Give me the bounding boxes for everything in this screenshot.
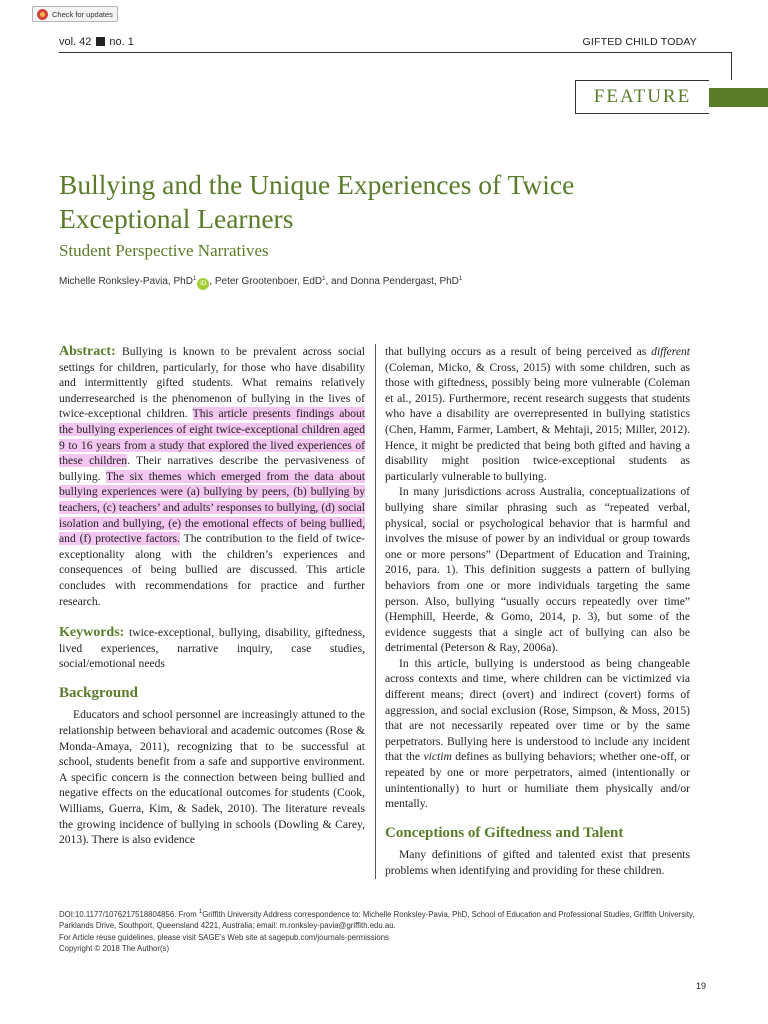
footnote-copyright: Copyright © 2018 The Author(s) [59, 944, 170, 954]
column-divider [375, 344, 376, 879]
body-paragraph: Many definitions of gifted and talented exist that presents problems when identifying and providing for these children. [385, 848, 690, 877]
footnote-doi [59, 909, 709, 932]
body-paragraph: In many jurisdictions across Australia, conceptualizations of bullying share similar phrasing such as “repeated verbal, physical, social or psychological behavior that is harmful and involves the misuse of power by an individual or group towards one or more persons” (Department of Education and Training, 2016, para. 1). This definition suggests a pattern of bullying behaviors from one or more individuals targeting the same person. Also, bullying “usually occurs repeatedly over time” (Hemphill, Heerde, & Gomo, 2014, p. 3), but some of the evidence suggests that a single act of bullying can also be detrimental (Peterson & Ray, 2006a). [385, 485, 690, 655]
abstract-paragraph [59, 344, 365, 609]
affiliation-mark: 1 [198, 909, 203, 915]
affiliation-mark: 1 [192, 276, 197, 282]
article-subtitle: Student Perspective Narratives [59, 241, 269, 260]
body-text: defines as bullying behaviors; whether one-off, or repeated by one or more perpetrators, aimed (intentionally or unintentionally) to hurt or humiliate them physically and/or mentally. [385, 750, 690, 811]
check-for-updates-button[interactable] [32, 6, 118, 22]
body-paragraph [385, 344, 690, 484]
right-column [385, 344, 690, 879]
abstract-highlight: This article presents findings about the bullying experiences of eight twice-exceptional children aged 9 to 16 years from a study that explored the lived experiences of these children [59, 407, 365, 468]
volume-issue [59, 36, 134, 48]
author-2: , Peter Grootenboer, EdD [209, 276, 323, 287]
giftedness-heading: Conceptions of Giftedness and Talent [385, 824, 624, 841]
orcid-icon[interactable]: iD [197, 278, 209, 290]
background-heading: Background [59, 684, 138, 701]
footnote-text: DOI:10.1177/1076217518804856. From [59, 910, 199, 919]
footnote-reuse: For Article reuse guidelines, please visit SAGE’s Web site at sagepub.com/journals-permissions [59, 932, 389, 942]
background-paragraph: Educators and school personnel are increasingly attuned to the relationship between behavioral and academic outcomes (Rose & Monda-Amaya, 2011), recognizing that to be successful at school, students benefit from a safe and supportive environment. A specific concern is the connection between being bullied and negative effects on the educational outcomes for students (Cook, Williams, Guerra, Kim, & Sadek, 2010). The literature reveals the growing incidence of bullying in schools (Dowling & Carey, 2013). There is also evidence [59, 708, 365, 847]
body-paragraph [385, 656, 690, 812]
author-list [59, 276, 462, 290]
crossmark-icon [37, 9, 48, 20]
affiliation-mark: 1 [322, 276, 326, 282]
journal-name: GIFTED CHILD TODAY [582, 36, 697, 48]
abstract-text: . Their narratives describe the pervasiveness of bullying. [59, 454, 365, 483]
article-title: Bullying and the Unique Experiences of Twice Exceptional Learners [59, 169, 575, 234]
left-column [59, 344, 365, 848]
footnote-text: Griffith University Address correspondence to: Michelle Ronksley-Pavia, PhD, School of Education and Professional Studies, Griffith University, Parklands Drive, Southport, Queensland 4221, Australia; email: m.ronksley-pavia@griffith.edu.au. [59, 910, 695, 931]
page-number: 19 [696, 981, 707, 991]
issue-label: no. 1 [109, 36, 134, 48]
header-rule [59, 52, 731, 53]
square-separator-icon [96, 37, 105, 46]
check-for-updates-label: Check for updates [52, 10, 113, 19]
keywords-label: Keywords: [59, 625, 125, 641]
body-text: that bullying occurs as a result of being perceived as [385, 345, 652, 358]
section-label: FEATURE [575, 80, 709, 114]
author-3: , and Donna Pendergast, PhD [325, 276, 459, 287]
keywords-text: twice-exceptional, bullying, disability, giftedness, lived experiences, narrative inquiry, case studies, social/emotional needs [59, 626, 365, 671]
abstract-label: Abstract: [59, 344, 116, 359]
body-emphasis: victim [423, 750, 452, 764]
volume-label: vol. 42 [59, 36, 92, 48]
author-1: Michelle Ronksley-Pavia, PhD [59, 276, 193, 287]
affiliation-mark: 1 [458, 276, 463, 282]
abstract-highlight: The six themes which emerged from the data about bullying experiences were (a) bullying by peers, (b) bullying by teachers, (c) teachers’ and adults’ responses to bullying, (d) social isolation and bullying, (e) the emotional effects of being bullied, and (f) protective factors. [59, 469, 365, 546]
abstract-text: Bullying is known to be prevalent across social settings for children, particularly, for those who have disability and intermittently gifted students. What remains relatively underresearched is the phenomenon of bullying in the lives of twice-exceptional children. [59, 345, 365, 421]
section-accent-bar [709, 88, 768, 107]
body-text: (Coleman, Micko, & Cross, 2015) with some children, such as those with giftedness, possibly being more vulnerable (Coleman et al., 2015). Furthermore, recent research suggests that students who have a disability are overrepresented in bullying statistics (Chen, Hamm, Farmer, Lambert, & Mehtaji, 2015; Miller, 2012). Hence, it might be predicted that being both gifted and having a disability might position twice-exceptional students as particularly vulnerable to bullying. [385, 360, 690, 483]
header-rule-vertical [731, 52, 732, 80]
keywords-paragraph [59, 625, 365, 672]
abstract-text: The contribution to the field of twice-exceptionality along with the children’s experiences and consequences of being bullied are discussed. This article concludes with recommendations for practice and further research. [59, 532, 365, 608]
body-text: In this article, bullying is understood as being changeable across contexts and time, where children can be victimized via different means; direct (overt) and indirect (covert) forms of aggression, and social exclusion (Rose, Simpson, & Moss, 2015) that are not necessarily repeated over time or by the same perpetrators. Bullying here is understood to include any incident that the [385, 656, 690, 764]
footnote [59, 909, 709, 955]
body-emphasis: different [651, 345, 690, 358]
